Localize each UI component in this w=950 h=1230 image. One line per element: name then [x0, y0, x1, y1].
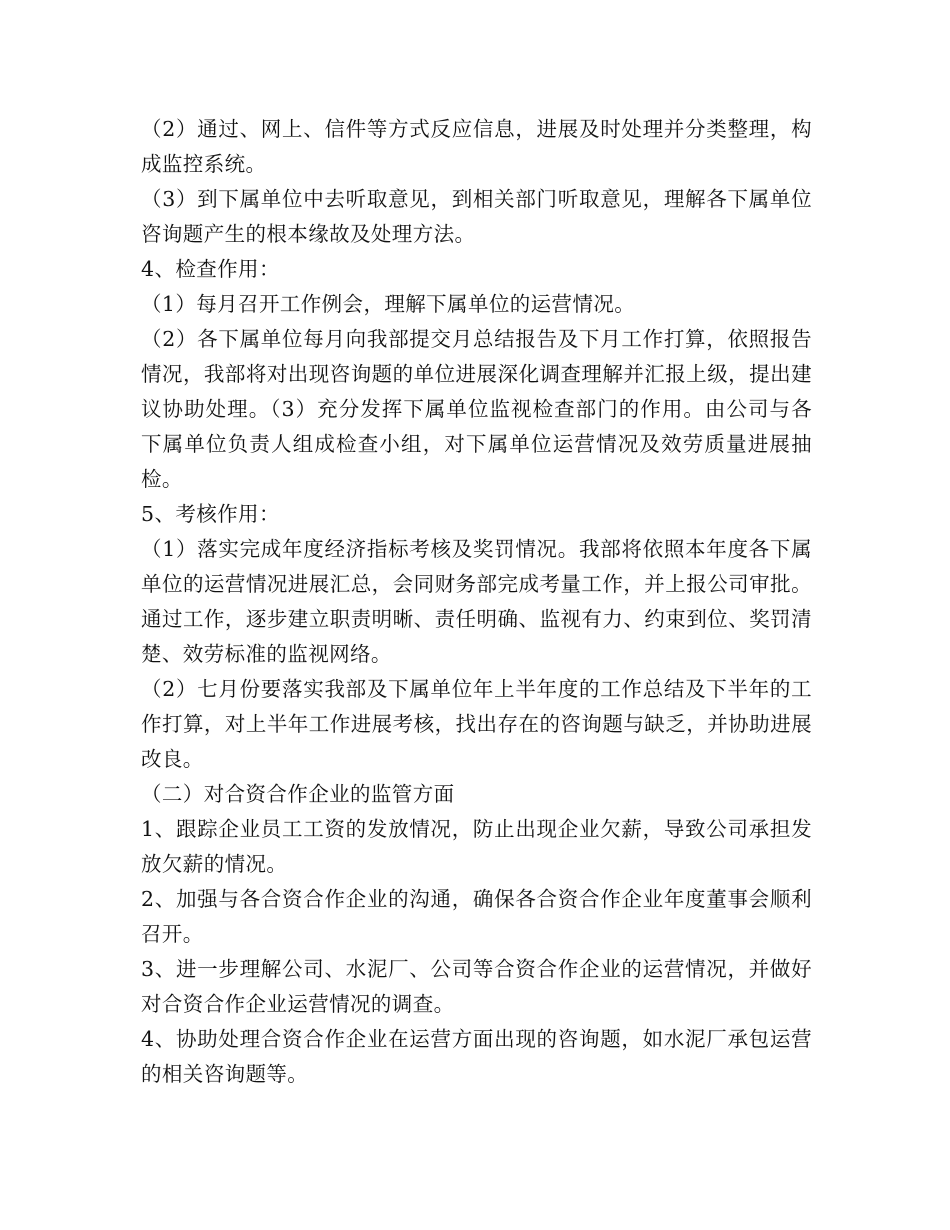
section-heading: （二）对合资合作企业的监管方面: [141, 782, 455, 806]
paragraph: （3）到下属单位中去听取意见，到相关部门听取意见，理解各下属单位咨询题产生的根本缘故及处理方法。: [141, 187, 812, 246]
paragraph: （2）各下属单位每月向我部提交月总结报告及下月工作打算，依照报告情况，我部将对出现咨询题的单位进展深化调查理解并汇报上级，提出建议协助处理。（3）充分发挥下属单位监视检查部门的作用。由公司与各下属单位负责人组成检查小组，对下属单位运营情况及效劳质量进展抽检。: [141, 327, 812, 491]
section-heading: 5、考核作用：: [141, 502, 280, 526]
section-heading: 4、检查作用：: [141, 257, 280, 281]
paragraph: （2）七月份要落实我部及下属单位年上半年度的工作总结及下半年的工作打算，对上半年工作进展考核，找出存在的咨询题与缺乏，并协助进展改良。: [141, 677, 812, 771]
paragraph: 4、协助处理合资合作企业在运营方面出现的咨询题，如水泥厂承包运营的相关咨询题等。: [141, 1027, 812, 1086]
paragraph: （1）每月召开工作例会，理解下属单位的运营情况。: [141, 292, 636, 316]
paragraph: （1）落实完成年度经济指标考核及奖罚情况。我部将依照本年度各下属单位的运营情况进展汇总，会同财务部完成考量工作，并上报公司审批。通过工作，逐步建立职责明晰、责任明确、监视有力、约束到位、奖罚清楚、效劳标准的监视网络。: [141, 537, 812, 666]
paragraph: （2）通过、网上、信件等方式反应信息，进展及时处理并分类整理，构成监控系统。: [141, 117, 812, 176]
paragraph: 2、加强与各合资合作企业的沟通，确保各合资合作企业年度董事会顺利召开。: [141, 887, 812, 946]
paragraph: 3、进一步理解公司、水泥厂、公司等合资合作企业的运营情况，并做好对合资合作企业运营情况的调查。: [141, 957, 812, 1016]
paragraph: 1、跟踪企业员工工资的发放情况，防止出现企业欠薪，导致公司承担发放欠薪的情况。: [141, 817, 812, 876]
